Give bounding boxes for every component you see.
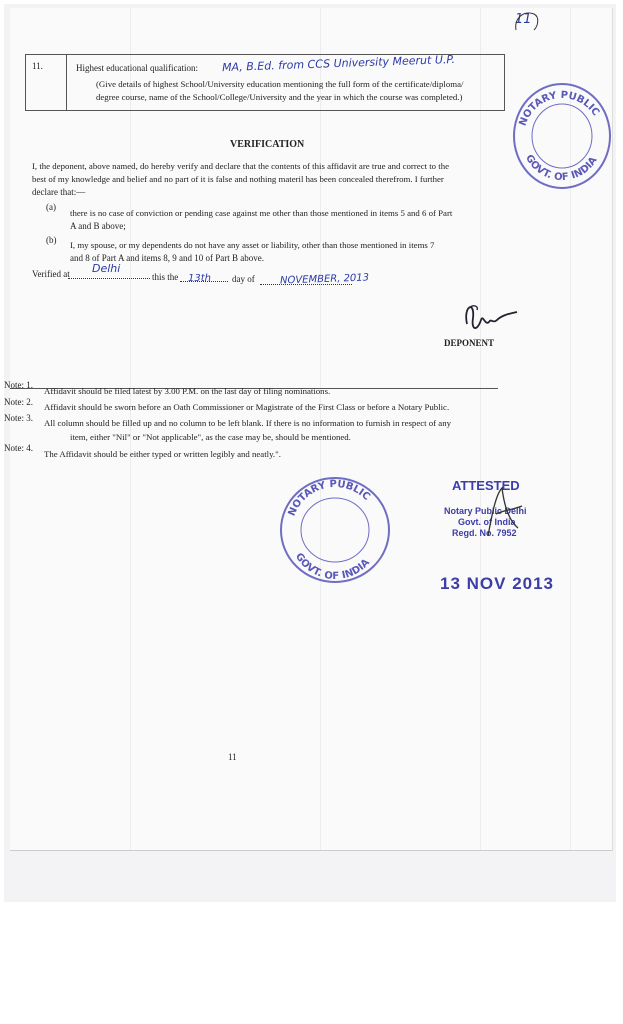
qualification-note-line1: (Give details of highest School/University education mentioning the full form of the certificate/diploma/	[96, 79, 464, 89]
item-b-line1: I, my spouse, or my dependents do not have any asset or liability, other than those mentioned in items 7	[70, 240, 435, 250]
deponent-label: DEPONENT	[444, 338, 495, 348]
stamp-top-arc-top: NOTARY PUBLIC	[517, 89, 602, 128]
attested-line2: Govt. of India	[458, 517, 516, 527]
note-1-text: Affidavit should be filed latest by 3.00 P.M. on the last day of filing nominations.	[44, 386, 331, 396]
affidavit-page	[4, 8, 613, 851]
qualification-handwritten: MA, B.Ed. from CCS University Meerut U.P.	[221, 52, 456, 75]
scan-streak	[130, 8, 131, 850]
verification-para-line1: I, the deponent, above named, do hereby verify and declare that the contents of this affidavit are true and correct to the	[32, 161, 450, 171]
attested-line3: Regd. No. 7952	[452, 528, 517, 538]
verified-at-value: Delhi	[92, 262, 121, 275]
item-a-marker: (a)	[46, 202, 56, 212]
note-2-text: Affidavit should be sworn before an Oath Commissioner or Magistrate of the First Class or before a Notary Public.	[44, 402, 450, 412]
stamp-center-arc-bottom: GOVT. OF INDIA	[292, 551, 372, 583]
item-b-line2: and 8 of Part A and items 8, 9 and 10 of Part B above.	[70, 253, 264, 263]
item-a-line1: there is no case of conviction or pending case against me other than those mentioned in items 5 and 6 of Part	[70, 208, 453, 218]
note-3-text-line1: All column should be filled up and no column to be left blank. If there is no information to furnish in respect of any	[44, 418, 452, 428]
day-of-label: day of	[232, 274, 255, 284]
qualification-note-line2: degree course, name of the School/College/University and the year in which the course was completed.)	[96, 92, 463, 102]
deponent-signature	[455, 296, 525, 336]
verification-para-line2: best of my knowledge and belief and no part of it is false and nothing materil has been concealed therefrom. I further	[32, 174, 444, 184]
attested-date: 13 NOV 2013	[440, 574, 555, 593]
attested-line1: Notary Public Delhi	[444, 506, 527, 516]
svg-text:GOVT. OF INDIA	[293, 551, 372, 582]
note-4-marker: Note: 4.	[4, 443, 33, 453]
month-year-value: NOVEMBER, 2013	[279, 272, 370, 287]
notary-stamp-center	[278, 474, 392, 586]
this-the-label: this the	[152, 272, 179, 282]
item-number: 11.	[32, 61, 43, 71]
day-value: 13th	[188, 273, 211, 284]
verification-para-line3: declare that:—	[32, 187, 86, 197]
attesting-signature	[478, 484, 528, 540]
note-3-text-line2: item, either "Nil" or "Not applicable", as the case may be, should be mentioned.	[70, 432, 351, 442]
verified-at-dots	[68, 278, 150, 279]
verified-at-label: Verified at	[32, 269, 70, 279]
note-3-marker: Note: 3.	[4, 413, 33, 423]
qualification-box	[25, 54, 505, 111]
stamp-center-arc-top: NOTARY PUBLIC	[286, 478, 372, 518]
circle-mark-icon	[512, 8, 542, 34]
item-a-line2: A and B above;	[70, 221, 126, 231]
page-number-bottom: 11	[228, 752, 237, 762]
note-1-marker: Note: 1.	[4, 380, 33, 390]
qualification-label: Highest educational qualification:	[76, 63, 198, 73]
note-2-marker: Note: 2.	[4, 397, 33, 407]
scan-streak	[320, 8, 321, 850]
scan-streak	[480, 8, 481, 850]
attested-heading: ATTESTED	[452, 478, 520, 493]
verification-heading: VERIFICATION	[230, 139, 305, 150]
note-4-text: The Affidavit should be either typed or written legibly and neatly.".	[44, 449, 281, 459]
stamp-top-arc-bottom: GOVT. OF INDIA	[523, 152, 600, 184]
notary-stamp-top	[510, 80, 614, 192]
item-b-marker: (b)	[46, 235, 57, 245]
page-number-top: 11	[515, 12, 532, 27]
